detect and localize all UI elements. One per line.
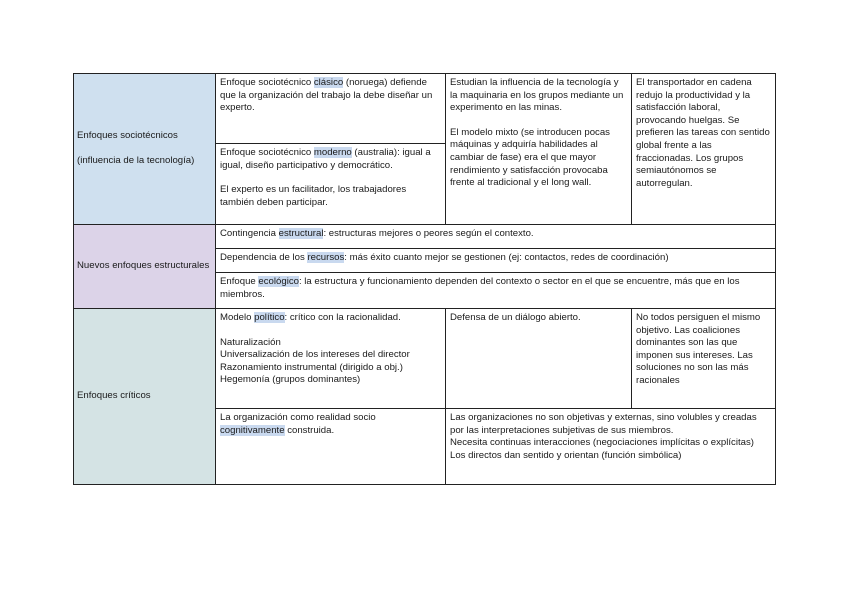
- category-sub-label: (influencia de la tecnología): [77, 155, 195, 166]
- cell-politico: Modelo político: crítico con la racionalidad. Naturalización Universalización de los intereses del director Razonamiento instrumental (dirigido a obj.) Hegemonía (grupos dominantes): [216, 309, 446, 409]
- highlight-moderno: moderno: [313, 147, 352, 158]
- cell-coaliciones: No todos persiguen el mismo objetivo. Las coaliciones dominantes son las que imponen sus intereses. Las soluciones no son las más racionales: [632, 309, 776, 409]
- highlight-clasico: clásico: [313, 77, 344, 88]
- cell-text: Los directos dan sentido y orientan (función simbólica): [450, 449, 682, 461]
- highlight-politico: político: [254, 312, 285, 323]
- cell-text: Hegemonía (grupos dominantes): [220, 374, 361, 386]
- cell-text: Universalización de los intereses del director: [220, 349, 410, 361]
- summary-table: [73, 73, 776, 485]
- cell-text: El modelo mixto (se introducen pocas máquinas y adquiría habilidades al cambiar de fase) era el que mayor rendimiento y satisfacción provocaba frente al tradicional y el long wall.: [450, 126, 610, 189]
- cell-recursos: Dependencia de los recursos: más éxito cuanto mejor se gestionen (ej: contactos, redes de coordinación): [216, 249, 776, 273]
- cell-clasico: Enfoque sociotécnico clásico (noruega) defiende que la organización del trabajo la debe diseñar un experto.: [216, 74, 446, 144]
- highlight-cognitivamente: cognitivamente: [220, 424, 285, 436]
- cell-text: Estudian la influencia de la tecnología y la maquinaria en los grupos mediante un experimento en las minas.: [450, 77, 624, 114]
- cell-cognitivo: La organización como realidad socio cognitivamente construida.: [216, 409, 446, 485]
- highlight-ecologico: ecológico: [258, 276, 299, 287]
- category-estructurales: Nuevos enfoques estructurales: [74, 225, 216, 309]
- highlight-recursos: recursos: [307, 252, 345, 263]
- cell-minas: [446, 74, 632, 225]
- category-criticos: Enfoques críticos: [74, 309, 216, 485]
- category-sociotecnicos: [74, 74, 216, 225]
- cell-text: Las organizaciones no son objetivas y externas, sino volubles y creadas por las interpretaciones subjetivas de sus miembros.: [450, 412, 757, 436]
- cell-text: Razonamiento instrumental (dirigido a obj.): [220, 361, 403, 373]
- cell-transportador: El transportador en cadena redujo la productividad y la satisfacción laboral, provocando huelgas. Se prefieren las tareas con sentido global frente a las fraccionadas. Los grupos semiautónomos se autorregulan.: [632, 74, 776, 225]
- category-label: Enfoques sociotécnicos: [77, 130, 178, 142]
- cell-moderno: Enfoque sociotécnico moderno (australia): igual a igual, diseño participativo y democrático. El experto es un facilitador, los trabajadores también deben participar.: [216, 144, 446, 225]
- cell-text: El experto es un facilitador, los trabajadores también deben participar.: [220, 184, 407, 208]
- cell-dialogo: Defensa de un diálogo abierto.: [446, 309, 632, 409]
- highlight-estructural: estructural: [278, 228, 324, 239]
- cell-ecologico: Enfoque ecológico: la estructura y funcionamiento dependen del contexto o sector en el que se encuentre, más que en los miembros.: [216, 273, 776, 309]
- cell-text: Naturalización: [220, 336, 281, 348]
- cell-text: Necesita continuas interacciones (negociaciones implícitas o explícitas): [450, 437, 754, 449]
- cell-estructural: Contingencia estructural: estructuras mejores o peores según el contexto.: [216, 225, 776, 249]
- cell-subjetivas: [446, 409, 776, 485]
